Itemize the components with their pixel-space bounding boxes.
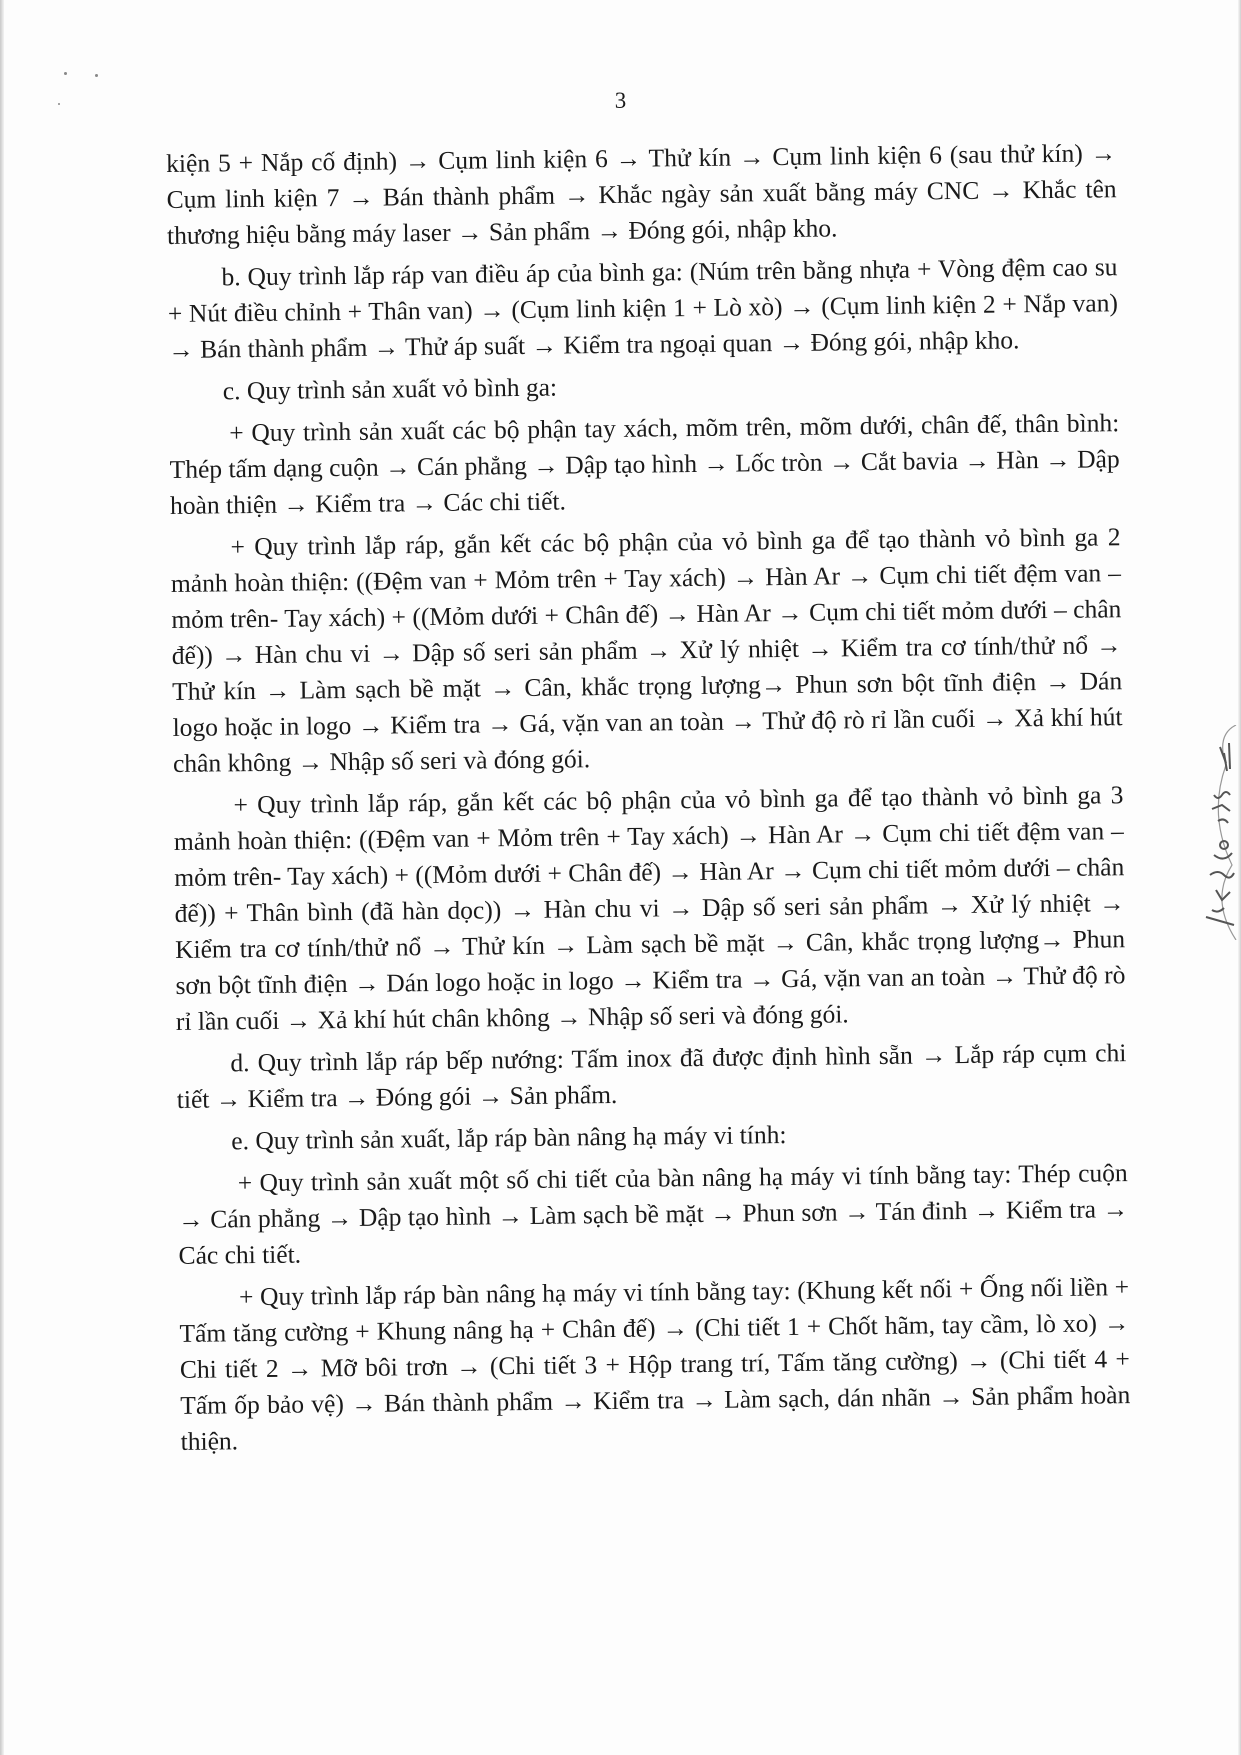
paragraph-c-2: + Quy trình lắp ráp, gắn kết các bộ phận của vỏ bình ga để tạo thành vỏ bình ga 2 mảnh hoàn thiện: ((Đệm van + Mỏm trên + Tay xách) → Hàn Ar → Cụm chi tiết đệm van – mỏm trên- Tay xách) + ((Mỏm dưới + Chân đế) → Hàn Ar → Cụm chi tiết mỏm dưới – chân đế)) → Hàn chu vi → Dập số seri sản phẩm → Xử lý nhiệt → Kiểm tra cơ tính/thử nổ → Thử kín → Làm sạch bề mặt → Cân, khắc trọng lượng→ Phun sơn bột tĩnh điện → Dán logo hoặc in logo → Kiểm tra → Gá, vặn van an toàn → Thử độ rò rỉ lần cuối → Xả khí hút chân không → Nhập số seri và đóng gói.	[170, 522, 1123, 778]
paragraph-e-heading: e. Quy trình sản xuất, lắp ráp bàn nâng hạ máy vi tính:	[231, 1120, 787, 1156]
page-number: 3	[614, 88, 627, 113]
scan-left-edge	[0, 0, 4, 1755]
paragraph-e-2: + Quy trình lắp ráp bàn nâng hạ máy vi tính bằng tay: (Khung kết nối + Ống nối liền + Tấm tăng cường + Khung nâng hạ + Chân đế) → (Chi tiết 1 + Chốt hãm, tay cầm, lò xo) → Chi tiết 2 → Mỡ bôi trơn → (Chi tiết 3 + Hộp trang trí, Tấm tăng cường) → (Chi tiết 4 + Tấm ốp bảo vệ) → Bán thành phẩm → Kiểm tra → Làm sạch, dán nhãn → Sản phẩm hoàn thiện.	[179, 1272, 1131, 1456]
paragraph-c-3: + Quy trình lắp ráp, gắn kết các bộ phận của vỏ bình ga để tạo thành vỏ bình ga 3 mảnh hoàn thiện: ((Đệm van + Mỏm trên + Tay xách) → Hàn Ar → Cụm chi tiết đệm van – mỏm trên- Tay xách) + ((Mỏm dưới + Chân đế) → Hàn Ar → Cụm chi tiết mỏm dưới – chân đế)) + Thân bình (đã hàn dọc)) → Hàn chu vi → Dập số seri sản phẩm → Xử lý nhiệt → Kiểm tra cơ tính/thử nổ → Thử kín → Làm sạch bề mặt → Cân, khắc trọng lượng→ Phun sơn bột tĩnh điện → Dán logo hoặc in logo → Kiểm tra → Gá, vặn van an toàn → Thử độ rò rỉ lần cuối → Xả khí hút chân không → Nhập số seri và đóng gói.	[173, 780, 1126, 1036]
paragraph-e-1: + Quy trình sản xuất một số chi tiết của bàn nâng hạ máy vi tính bằng tay: Thép cuộn → Cán phẳng → Dập tạo hình → Làm sạch bề mặt → Phun sơn → Tán đinh → Kiểm tra → Các chi tiết.	[178, 1158, 1129, 1270]
paragraph-d: d. Quy trình lắp ráp bếp nướng: Tấm inox đã được định hình sẵn → Lắp ráp cụm chi tiết → Kiểm tra → Đóng gói → Sản phẩm.	[176, 1038, 1127, 1114]
paragraph-b: b. Quy trình lắp ráp van điều áp của bình ga: (Núm trên bằng nhựa + Vòng đệm cao su + Nút điều chỉnh + Thân van) → (Cụm linh kiện 1 + Lò xò) → (Cụm linh kiện 2 + Nắp van) → Bán thành phẩm → Thử áp suất → Kiểm tra ngoại quan → Đóng gói, nhập kho.	[167, 252, 1119, 364]
document-body	[166, 135, 1131, 1466]
paragraph-continuation: kiện 5 + Nắp cố định) → Cụm linh kiện 6 → Thử kín → Cụm linh kiện 6 (sau thử kín) → Cụm linh kiện 7 → Bán thành phẩm → Khắc ngày sản xuất bằng máy CNC → Khắc tên thương hiệu bằng máy laser → Sản phẩm → Đóng gói, nhập kho.	[166, 138, 1117, 250]
scan-speck	[64, 72, 67, 75]
partial-seal-stamp-icon	[1196, 725, 1238, 940]
scan-speck	[95, 74, 98, 77]
paragraph-c-1: + Quy trình sản xuất các bộ phận tay xách, mõm trên, mõm dưới, chân đế, thân bình: Thép tấm dạng cuộn → Cán phẳng → Dập tạo hình → Lốc tròn → Cắt bavia → Hàn → Dập hoàn thiện → Kiểm tra → Các chi tiết.	[169, 408, 1120, 520]
paragraph-c-heading: c. Quy trình sản xuất vỏ bình ga:	[222, 372, 558, 406]
